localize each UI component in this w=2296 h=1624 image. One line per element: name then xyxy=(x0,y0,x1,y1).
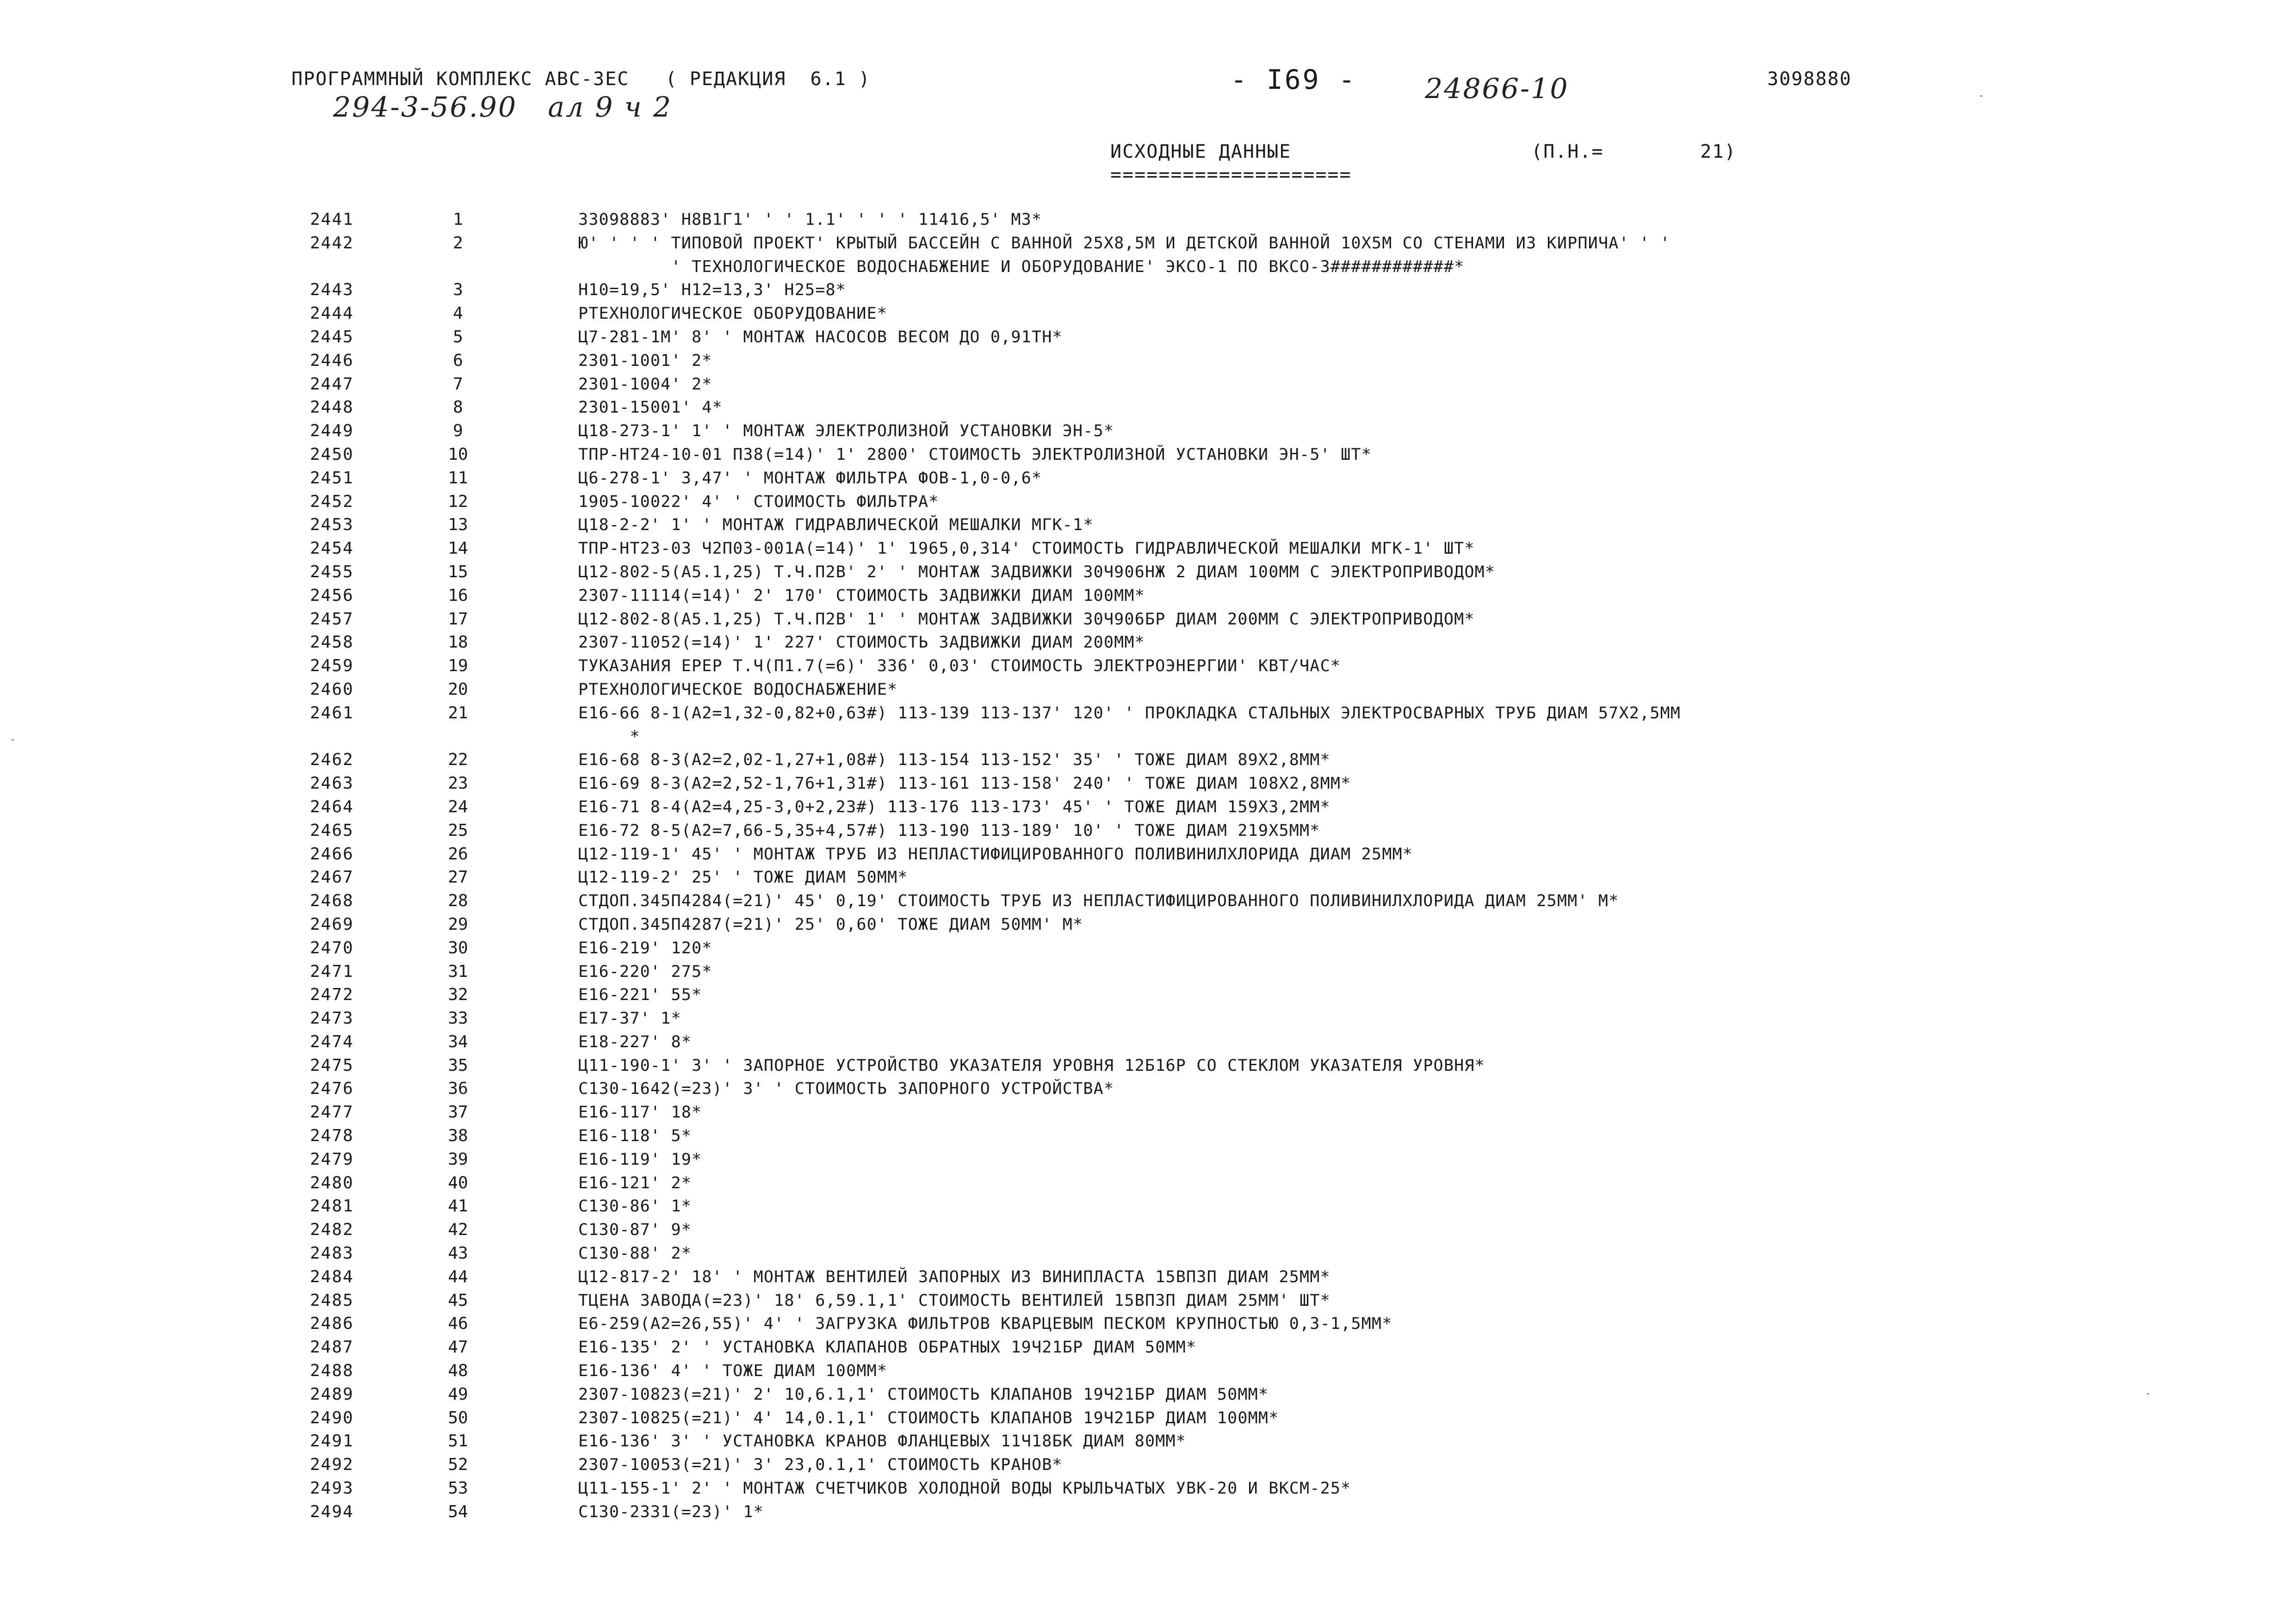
data-row xyxy=(0,467,2296,490)
row-text: 2307-10825(=21)' 4' 14,0.1,1' СТОИМОСТЬ КЛАПАНОВ 19Ч21БР ДИАМ 100ММ* xyxy=(578,1408,1279,1427)
data-row xyxy=(0,1172,2296,1195)
row-item-number: 16 xyxy=(448,586,468,605)
row-line-number: 2458 xyxy=(310,633,354,652)
row-item-number: 25 xyxy=(448,821,468,840)
data-row xyxy=(0,1266,2296,1289)
data-row xyxy=(0,1195,2296,1218)
row-line-number: 2472 xyxy=(310,985,354,1005)
data-rows xyxy=(0,208,2296,1524)
row-text: 2307-10823(=21)' 2' 10,6.1,1' СТОИМОСТЬ КЛАПАНОВ 19Ч21БР ДИАМ 50ММ* xyxy=(578,1385,1269,1404)
row-text: Е16-72 8-5(А2=7,66-5,35+4,57#) 113-190 113-189' 10' ' ТОЖЕ ДИАМ 219Х5ММ* xyxy=(578,821,1320,840)
row-line-number: 2445 xyxy=(310,327,354,346)
row-line-number: 2484 xyxy=(310,1267,354,1286)
row-text: ТПР-НТ23-03 Ч2П03-001А(=14)' 1' 1965,0,314' СТОИМОСТЬ ГИДРАВЛИЧЕСКОЙ МЕШАЛКИ МГК-1' ШТ* xyxy=(578,539,1475,558)
data-row xyxy=(0,513,2296,537)
row-text: 1905-10022' 4' ' СТОИМОСТЬ ФИЛЬТРА* xyxy=(578,492,939,511)
row-line-number: 2469 xyxy=(310,914,354,934)
row-line-number: 2467 xyxy=(310,868,354,887)
data-row xyxy=(0,1148,2296,1172)
row-text: Е16-136' 4' ' ТОЖЕ ДИАМ 100ММ* xyxy=(578,1362,888,1381)
row-item-number: 41 xyxy=(448,1197,468,1216)
row-line-number: 2447 xyxy=(310,374,354,394)
row-line-number: 2479 xyxy=(310,1149,354,1169)
row-text: СТДОП.345П4287(=21)' 25' 0,60' ТОЖЕ ДИАМ 50ММ' М* xyxy=(578,915,1083,934)
row-line-number: 2446 xyxy=(310,351,354,370)
data-row xyxy=(0,349,2296,373)
row-item-number: 8 xyxy=(453,398,463,417)
row-line-number: 2473 xyxy=(310,1009,354,1028)
row-line-number: 2457 xyxy=(310,609,354,629)
row-item-number: 11 xyxy=(448,468,468,488)
data-row xyxy=(0,631,2296,655)
row-text-continuation: ' ТЕХНОЛОГИЧЕСКОЕ ВОДОСНАБЖЕНИЕ И ОБОРУДОВАНИЕ' ЭКСО-1 ПО ВКСО-3############* xyxy=(578,257,1465,276)
row-text: 33098883' Н8В1Г1' ' ' 1.1' ' ' ' 11416,5' М3* xyxy=(578,210,1042,229)
row-text: РТЕХНОЛОГИЧЕСКОЕ ОБОРУДОВАНИЕ* xyxy=(578,304,888,323)
row-line-number: 2477 xyxy=(310,1103,354,1122)
row-item-number: 4 xyxy=(453,304,463,323)
row-item-number: 20 xyxy=(448,679,468,699)
data-row xyxy=(0,1312,2296,1336)
data-row xyxy=(0,1383,2296,1407)
row-line-number: 2480 xyxy=(310,1173,354,1192)
row-line-number: 2456 xyxy=(310,586,354,605)
row-item-number: 1 xyxy=(453,210,463,229)
data-row xyxy=(0,1430,2296,1453)
row-text: ТЦЕНА ЗАВОДА(=23)' 18' 6,59.1,1' СТОИМОСТЬ ВЕНТИЛЕЙ 15ВП3П ДИАМ 25ММ' ШТ* xyxy=(578,1291,1331,1310)
handwritten-document-code: 24866-10 xyxy=(1425,73,1569,105)
row-item-number: 44 xyxy=(448,1267,468,1286)
row-text: Е16-221' 55* xyxy=(578,986,702,1005)
data-row xyxy=(0,937,2296,960)
row-line-number: 2471 xyxy=(310,962,354,981)
data-row xyxy=(0,960,2296,984)
row-line-number: 2455 xyxy=(310,562,354,581)
data-row xyxy=(0,983,2296,1007)
row-line-number: 2459 xyxy=(310,656,354,676)
row-line-number: 2449 xyxy=(310,421,354,441)
row-line-number: 2488 xyxy=(310,1361,354,1381)
margin-speck xyxy=(2147,1393,2149,1395)
row-item-number: 50 xyxy=(448,1408,468,1427)
row-text: Ц18-2-2' 1' ' МОНТАЖ ГИДРАВЛИЧЕСКОЙ МЕШАЛКИ МГК-1* xyxy=(578,516,1094,535)
row-line-number: 2470 xyxy=(310,938,354,957)
row-line-number: 2475 xyxy=(310,1056,354,1075)
row-line-number: 2489 xyxy=(310,1384,354,1404)
row-text: РТЕХНОЛОГИЧЕСКОЕ ВОДОСНАБЖЕНИЕ* xyxy=(578,680,898,699)
row-line-number: 2462 xyxy=(310,750,354,770)
row-line-number: 2483 xyxy=(310,1244,354,1263)
row-text: Ц12-802-8(А5.1,25) Т.Ч.П2В' 1' ' МОНТАЖ ЗАДВИЖКИ 30Ч906БР ДИАМ 200ММ С ЭЛЕКТРОПРИВОДОМ* xyxy=(578,610,1475,629)
row-item-number: 52 xyxy=(448,1455,468,1475)
row-item-number: 43 xyxy=(448,1244,468,1263)
data-row xyxy=(0,1242,2296,1266)
row-text: Е16-121' 2* xyxy=(578,1173,692,1192)
row-line-number: 2490 xyxy=(310,1408,354,1427)
row-item-number: 31 xyxy=(448,962,468,981)
data-row xyxy=(0,655,2296,678)
row-text: Е16-220' 275* xyxy=(578,962,712,981)
row-item-number: 17 xyxy=(448,609,468,629)
data-row xyxy=(0,1101,2296,1124)
data-row xyxy=(0,702,2296,749)
row-item-number: 12 xyxy=(448,492,468,511)
data-row xyxy=(0,1218,2296,1242)
row-line-number: 2451 xyxy=(310,468,354,488)
row-line-number: 2464 xyxy=(310,797,354,816)
row-item-number: 3 xyxy=(453,280,463,300)
row-item-number: 51 xyxy=(448,1432,468,1451)
row-text: Ц18-273-1' 1' ' МОНТАЖ ЭЛЕКТРОЛИЗНОЙ УСТАНОВКИ ЭН-5* xyxy=(578,422,1114,441)
row-item-number: 40 xyxy=(448,1173,468,1192)
data-row xyxy=(0,537,2296,561)
data-row xyxy=(0,1501,2296,1524)
data-row xyxy=(0,232,2296,279)
row-line-number: 2468 xyxy=(310,891,354,911)
row-line-number: 2474 xyxy=(310,1032,354,1051)
row-text: Е16-69 8-3(А2=2,52-1,76+1,31#) 113-161 113-158' 240' ' ТОЖЕ ДИАМ 108Х2,8ММ* xyxy=(578,774,1351,793)
row-text: Е16-118' 5* xyxy=(578,1127,692,1146)
row-text: Ц6-278-1' 3,47' ' МОНТАЖ ФИЛЬТРА ФОВ-1,0-0,6* xyxy=(578,469,1042,488)
section-title-underline: ==================== xyxy=(1110,164,1352,185)
row-text: Ц7-281-1М' 8' ' МОНТАЖ НАСОСОВ ВЕСОМ ДО 0,91ТН* xyxy=(578,327,1063,346)
data-row xyxy=(0,748,2296,772)
row-line-number: 2460 xyxy=(310,679,354,699)
row-item-number: 28 xyxy=(448,891,468,911)
row-item-number: 27 xyxy=(448,868,468,887)
row-item-number: 23 xyxy=(448,774,468,793)
row-text: Е16-117' 18* xyxy=(578,1103,702,1122)
row-line-number: 2453 xyxy=(310,515,354,535)
row-text: 2307-11114(=14)' 2' 170' СТОИМОСТЬ ЗАДВИЖКИ ДИАМ 100ММ* xyxy=(578,586,1145,605)
row-text: Ц11-155-1' 2' ' МОНТАЖ СЧЕТЧИКОВ ХОЛОДНОЙ ВОДЫ КРЫЛЬЧАТЫХ УВК-20 И ВКСМ-25* xyxy=(578,1479,1351,1498)
row-text: Е16-135' 2' ' УСТАНОВКА КЛАПАНОВ ОБРАТНЫХ 19Ч21БР ДИАМ 50ММ* xyxy=(578,1338,1197,1357)
row-item-number: 7 xyxy=(453,374,463,394)
row-item-number: 2 xyxy=(453,233,463,253)
row-text: Е18-227' 8* xyxy=(578,1032,692,1051)
row-text: СТДОП.345П4284(=21)' 45' 0,19' СТОИМОСТЬ ТРУБ ИЗ НЕПЛАСТИФИЦИРОВАННОГО ПОЛИВИНИЛХЛОРИДА ДИАМ 25ММ' М* xyxy=(578,892,1619,911)
margin-speck xyxy=(12,739,14,741)
data-row xyxy=(0,1477,2296,1501)
data-row xyxy=(0,1077,2296,1101)
data-row xyxy=(0,396,2296,420)
data-row xyxy=(0,443,2296,467)
section-pn: (П.Н.= 21) xyxy=(1531,141,1737,162)
row-line-number: 2485 xyxy=(310,1291,354,1310)
row-item-number: 29 xyxy=(448,914,468,934)
row-item-number: 48 xyxy=(448,1361,468,1381)
row-text: Е17-37' 1* xyxy=(578,1009,681,1028)
row-text: С130-86' 1* xyxy=(578,1197,692,1216)
data-row xyxy=(0,326,2296,349)
row-line-number: 2463 xyxy=(310,774,354,793)
data-row xyxy=(0,819,2296,843)
row-line-number: 2466 xyxy=(310,844,354,864)
row-text: Ц11-190-1' 3' ' ЗАПОРНОЕ УСТРОЙСТВО УКАЗАТЕЛЯ УРОВНЯ 12Б16Р СО СТЕКЛОМ УКАЗАТЕЛЯ УРОВНЯ* xyxy=(578,1056,1485,1075)
row-item-number: 49 xyxy=(448,1384,468,1404)
row-line-number: 2491 xyxy=(310,1432,354,1451)
row-item-number: 34 xyxy=(448,1032,468,1051)
row-text: Ц12-802-5(А5.1,25) Т.Ч.П2В' 2' ' МОНТАЖ ЗАДВИЖКИ 30Ч906НЖ 2 ДИАМ 100ММ С ЭЛЕКТРОПРИВОДОМ* xyxy=(578,562,1496,581)
row-line-number: 2461 xyxy=(310,703,354,722)
row-text: 2307-11052(=14)' 1' 227' СТОИМОСТЬ ЗАДВИЖКИ ДИАМ 200ММ* xyxy=(578,633,1145,652)
row-text: ТУКАЗАНИЯ ЕРЕР Т.Ч(П1.7(=6)' 336' 0,03' СТОИМОСТЬ ЭЛЕКТРОЭНЕРГИИ' КВТ/ЧАС* xyxy=(578,657,1341,676)
row-item-number: 47 xyxy=(448,1338,468,1357)
data-row xyxy=(0,1336,2296,1359)
data-row xyxy=(0,1054,2296,1078)
data-row xyxy=(0,796,2296,819)
data-row xyxy=(0,208,2296,232)
data-row xyxy=(0,866,2296,889)
row-item-number: 54 xyxy=(448,1502,468,1521)
document-code: 3098880 xyxy=(1767,68,1852,90)
row-item-number: 32 xyxy=(448,985,468,1005)
data-row xyxy=(0,678,2296,702)
row-item-number: 24 xyxy=(448,797,468,816)
row-item-number: 30 xyxy=(448,938,468,957)
row-line-number: 2452 xyxy=(310,492,354,511)
row-text: С130-87' 9* xyxy=(578,1221,692,1240)
row-item-number: 39 xyxy=(448,1149,468,1169)
data-row xyxy=(0,889,2296,913)
row-text: Е16-219' 120* xyxy=(578,939,712,957)
row-item-number: 38 xyxy=(448,1126,468,1146)
row-item-number: 10 xyxy=(448,445,468,464)
row-text: Е16-71 8-4(А2=4,25-3,0+2,23#) 113-176 113-173' 45' ' ТОЖЕ ДИАМ 159Х3,2ММ* xyxy=(578,797,1331,816)
row-text: С130-88' 2* xyxy=(578,1244,692,1263)
row-line-number: 2465 xyxy=(310,821,354,840)
data-row xyxy=(0,772,2296,796)
row-item-number: 42 xyxy=(448,1220,468,1240)
row-line-number: 2478 xyxy=(310,1126,354,1146)
row-line-number: 2486 xyxy=(310,1314,354,1334)
row-item-number: 14 xyxy=(448,539,468,558)
row-item-number: 45 xyxy=(448,1291,468,1310)
data-row xyxy=(0,584,2296,608)
row-text: Е16-68 8-3(А2=2,02-1,27+1,08#) 113-154 113-152' 35' ' ТОЖЕ ДИАМ 89Х2,8ММ* xyxy=(578,751,1331,770)
row-line-number: 2450 xyxy=(310,445,354,464)
row-text: Ц12-817-2' 18' ' МОНТАЖ ВЕНТИЛЕЙ ЗАПОРНЫХ ИЗ ВИНИПЛАСТА 15ВП3П ДИАМ 25ММ* xyxy=(578,1267,1331,1286)
page-number: - I69 - xyxy=(1231,64,1357,95)
row-item-number: 15 xyxy=(448,562,468,581)
data-row xyxy=(0,1031,2296,1054)
row-text: 2301-1001' 2* xyxy=(578,351,712,370)
row-line-number: 2487 xyxy=(310,1338,354,1357)
data-row xyxy=(0,1407,2296,1430)
row-line-number: 2441 xyxy=(310,210,354,229)
row-item-number: 13 xyxy=(448,515,468,535)
row-text: 2301-1004' 2* xyxy=(578,375,712,394)
data-row xyxy=(0,1289,2296,1313)
row-item-number: 33 xyxy=(448,1009,468,1028)
row-text: С130-1642(=23)' 3' ' СТОИМОСТЬ ЗАПОРНОГО УСТРОЙСТВА* xyxy=(578,1080,1114,1099)
data-row xyxy=(0,302,2296,326)
row-text: Ю' ' ' ' ТИПОВОЙ ПРОЕКТ' КРЫТЫЙ БАССЕЙН С ВАННОЙ 25Х8,5М И ДЕТСКОЙ ВАННОЙ 10Х5М СО СТЕНАМИ ИЗ КИРПИЧА' ' ' xyxy=(578,234,1671,253)
row-text: Е16-136' 3' ' УСТАНОВКА КРАНОВ ФЛАНЦЕВЫХ 11Ч18БК ДИАМ 80ММ* xyxy=(578,1432,1187,1451)
row-line-number: 2454 xyxy=(310,539,354,558)
data-row xyxy=(0,1359,2296,1383)
row-text: 2307-10053(=21)' 3' 23,0.1,1' СТОИМОСТЬ КРАНОВ* xyxy=(578,1456,1063,1475)
row-item-number: 21 xyxy=(448,703,468,722)
data-row xyxy=(0,1124,2296,1148)
data-row xyxy=(0,490,2296,514)
row-line-number: 2493 xyxy=(310,1479,354,1498)
section-title: ИСХОДНЫЕ ДАННЫЕ xyxy=(1110,141,1292,162)
row-item-number: 35 xyxy=(448,1056,468,1075)
row-text: Е16-66 8-1(А2=1,32-0,82+0,63#) 113-139 113-137' 120' ' ПРОКЛАДКА СТАЛЬНЫХ ЭЛЕКТРОСВАРНЫХ ТРУБ ДИАМ 57Х2,5ММ xyxy=(578,704,1681,722)
row-item-number: 19 xyxy=(448,656,468,676)
row-text: Е6-259(А2=26,55)' 4' ' ЗАГРУЗКА ФИЛЬТРОВ КВАРЦЕВЫМ ПЕСКОМ КРУПНОСТЬЮ 0,3-1,5ММ* xyxy=(578,1315,1392,1334)
row-text: С130-2331(=23)' 1* xyxy=(578,1502,764,1521)
row-text: Е16-119' 19* xyxy=(578,1150,702,1169)
data-row xyxy=(0,278,2296,302)
data-row xyxy=(0,608,2296,631)
row-text: Ц12-119-2' 25' ' ТОЖЕ ДИАМ 50ММ* xyxy=(578,868,908,887)
program-header: ПРОГРАММНЫЙ КОМПЛЕКС АВС-ЗЕС ( РЕДАКЦИЯ 6.1 ) xyxy=(291,68,871,90)
row-line-number: 2443 xyxy=(310,280,354,300)
row-item-number: 9 xyxy=(453,421,463,441)
data-row xyxy=(0,561,2296,584)
row-line-number: 2492 xyxy=(310,1455,354,1475)
row-item-number: 22 xyxy=(448,750,468,770)
row-item-number: 53 xyxy=(448,1479,468,1498)
row-text: ТПР-НТ24-10-01 П38(=14)' 1' 2800' СТОИМОСТЬ ЭЛЕКТРОЛИЗНОЙ УСТАНОВКИ ЭН-5' ШТ* xyxy=(578,445,1372,464)
row-item-number: 26 xyxy=(448,844,468,864)
data-row xyxy=(0,913,2296,937)
row-item-number: 37 xyxy=(448,1103,468,1122)
row-text: Ц12-119-1' 45' ' МОНТАЖ ТРУБ ИЗ НЕПЛАСТИФИЦИРОВАННОГО ПОЛИВИНИЛХЛОРИДА ДИАМ 25ММ* xyxy=(578,845,1413,864)
data-row xyxy=(0,1007,2296,1031)
data-row xyxy=(0,843,2296,866)
row-line-number: 2482 xyxy=(310,1220,354,1240)
row-item-number: 6 xyxy=(453,351,463,370)
row-item-number: 36 xyxy=(448,1079,468,1099)
row-item-number: 46 xyxy=(448,1314,468,1334)
handwritten-project-code: 294-3-56.90 ал 9 ч 2 xyxy=(333,91,673,123)
data-row xyxy=(0,1453,2296,1477)
row-text: Н10=19,5' Н12=13,3' Н25=8* xyxy=(578,281,847,300)
row-line-number: 2448 xyxy=(310,398,354,417)
row-line-number: 2442 xyxy=(310,233,354,253)
margin-speck xyxy=(1980,95,1982,97)
row-item-number: 18 xyxy=(448,633,468,652)
data-row xyxy=(0,420,2296,443)
row-item-number: 5 xyxy=(453,327,463,346)
row-line-number: 2481 xyxy=(310,1197,354,1216)
row-line-number: 2476 xyxy=(310,1079,354,1099)
row-line-number: 2444 xyxy=(310,304,354,323)
row-text-continuation: * xyxy=(578,727,640,746)
row-line-number: 2494 xyxy=(310,1502,354,1521)
data-row xyxy=(0,373,2296,396)
row-text: 2301-15001' 4* xyxy=(578,398,723,417)
